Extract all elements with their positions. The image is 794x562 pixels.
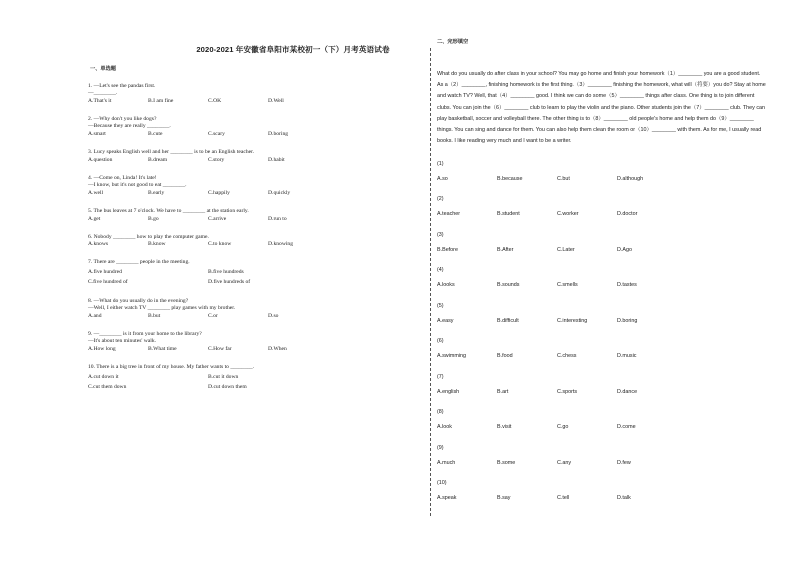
- question-5: [88, 208, 408, 223]
- question-10: [88, 364, 408, 392]
- option-row: [437, 494, 767, 502]
- answer-option: A.english: [437, 388, 460, 395]
- answer-option: B.because: [497, 175, 523, 182]
- answer-option: B.food: [497, 353, 513, 360]
- answer-option: C.but: [557, 175, 570, 182]
- answer-option: D.cut down them: [208, 383, 247, 390]
- cloze-question-number: (1): [437, 160, 444, 167]
- answer-option: C.go: [557, 424, 569, 431]
- cloze-question-6: [437, 338, 767, 360]
- cloze-question-number: (7): [437, 373, 444, 380]
- answer-option: D.boring: [268, 130, 289, 137]
- option-row: [88, 346, 408, 354]
- answer-option: B.art: [497, 388, 509, 395]
- answer-option: B.five hundreds: [208, 269, 244, 275]
- cloze-question-8: [437, 409, 767, 431]
- option-row: [437, 352, 767, 360]
- answer-option: D.habit: [268, 156, 285, 163]
- section-heading-single-choice: 一、单选题: [90, 66, 116, 72]
- right-column: [437, 38, 767, 502]
- answer-option: B.After: [497, 246, 514, 253]
- answer-option: D.tastes: [617, 282, 637, 289]
- answer-option: C.sports: [557, 388, 578, 395]
- cloze-question-1: [437, 161, 767, 183]
- question-stem-line: —I know, but it's not good to eat ________.: [88, 182, 187, 189]
- question-stem-line: 7. There are ________ people in the meeting.: [88, 259, 190, 266]
- question-1: [88, 83, 408, 106]
- answer-option: C.smells: [557, 282, 578, 289]
- answer-option: C.Later: [557, 246, 575, 253]
- answer-option: D.few: [617, 459, 631, 466]
- answer-option: C.arrive: [208, 215, 227, 222]
- question-4: [88, 175, 408, 198]
- cloze-question-number: (2): [437, 196, 444, 203]
- answer-option: D.although: [617, 175, 644, 182]
- answer-option: C.to know: [208, 241, 232, 248]
- answer-option: D.doctor: [617, 211, 638, 218]
- answer-option: C.worker: [557, 211, 579, 218]
- question-stem-line: 5. The bus leaves at 7 o'clock. We have to ________ at the station early.: [88, 208, 249, 215]
- answer-option: A.get: [88, 215, 101, 222]
- question-stem-line: —It's about ten minutes' walk.: [88, 338, 157, 345]
- option-row: [88, 190, 408, 198]
- answer-option: C.cut them down: [88, 383, 127, 390]
- section-heading-cloze: 二、完形填空: [437, 39, 469, 45]
- question-stem-line: 1. —Let's see the pandas first.: [88, 82, 156, 89]
- question-stem-line: —Because they are really ________.: [88, 123, 171, 130]
- cloze-question-4: [437, 267, 767, 289]
- answer-option: A.swimming: [437, 353, 467, 360]
- answer-option: B.know: [148, 241, 166, 248]
- answer-option: B.cut it down: [208, 373, 239, 380]
- question-7: [88, 259, 408, 287]
- single-choice-list: [88, 83, 408, 392]
- cloze-question-number: (5): [437, 302, 444, 309]
- answer-option: C.or: [208, 312, 218, 319]
- answer-option: B.early: [148, 189, 165, 196]
- answer-option: A.That's it: [88, 97, 112, 104]
- answer-option: A.knows: [88, 241, 109, 248]
- option-row: [437, 175, 767, 183]
- question-stem-line: 9. —________ is it from your home to the library?: [88, 330, 202, 337]
- answer-option: C.tell: [557, 495, 570, 502]
- answer-option: C.five hundred of: [88, 279, 128, 285]
- answer-option: C.any: [557, 459, 572, 466]
- answer-option: D.Ago: [617, 246, 632, 253]
- answer-option: A.five hundred: [88, 269, 122, 275]
- cloze-question-2: [437, 196, 767, 218]
- answer-option: B.visit: [497, 424, 512, 431]
- answer-option: A.easy: [437, 317, 454, 324]
- answer-option: C.How far: [208, 345, 232, 352]
- question-9: [88, 331, 408, 354]
- answer-option: A.question: [88, 156, 113, 163]
- answer-option: C.scary: [208, 130, 225, 137]
- option-row: [437, 459, 767, 467]
- option-row: [88, 216, 408, 224]
- answer-option: D.Well: [268, 97, 284, 104]
- left-column: [88, 44, 408, 392]
- cloze-question-number: (9): [437, 444, 444, 451]
- answer-option: D.five hundreds of: [208, 279, 251, 285]
- cloze-question-3: [437, 232, 767, 254]
- answer-option: A.and: [88, 312, 102, 319]
- cloze-question-list: [437, 161, 767, 503]
- answer-option: B.difficult: [497, 317, 519, 324]
- answer-option: D.When: [268, 345, 287, 352]
- column-divider: [430, 48, 431, 516]
- answer-option: B.but: [148, 312, 161, 319]
- answer-option: B.What time: [148, 345, 177, 352]
- question-stem-line: 8. —What do you usually do in the evening?: [88, 297, 189, 304]
- question-stem-line: —________.: [88, 90, 118, 97]
- option-row: [88, 241, 408, 249]
- question-3: [88, 149, 408, 164]
- answer-option: B.student: [497, 211, 520, 218]
- answer-option: A.teacher: [437, 211, 461, 218]
- answer-option: B.cute: [148, 130, 163, 137]
- option-row: [437, 317, 767, 325]
- answer-option: A.speak: [437, 495, 457, 502]
- option-row: [88, 382, 408, 392]
- cloze-question-number: (8): [437, 409, 444, 416]
- answer-option: C.interesting: [557, 317, 588, 324]
- option-row: [437, 423, 767, 431]
- answer-option: B.dream: [148, 156, 168, 163]
- cloze-question-10: [437, 480, 767, 502]
- question-stem-line: —Well, I either watch TV ________ play games with my brother.: [88, 305, 236, 312]
- question-6: [88, 234, 408, 249]
- answer-option: B.I am fine: [148, 97, 174, 104]
- option-row: [437, 281, 767, 289]
- answer-option: D.music: [617, 353, 637, 360]
- answer-option: A.looks: [437, 282, 455, 289]
- cloze-question-number: (4): [437, 267, 444, 274]
- question-8: [88, 298, 408, 321]
- option-row: [437, 246, 767, 254]
- cloze-question-7: [437, 374, 767, 396]
- option-row: [88, 98, 408, 106]
- question-stem-line: 10. There is a big tree in front of my house. My father wants to ________.: [88, 364, 255, 371]
- option-row: [437, 388, 767, 396]
- question-stem-line: 3. Lucy speaks English well and her ________ is to be an English teacher.: [88, 149, 255, 156]
- answer-option: B.go: [148, 215, 159, 222]
- cloze-question-number: (6): [437, 338, 444, 345]
- answer-option: D.so: [268, 312, 279, 319]
- option-row: [88, 267, 408, 277]
- option-row: [437, 210, 767, 218]
- answer-option: A.smart: [88, 130, 106, 137]
- answer-option: B.Before: [437, 246, 458, 253]
- answer-option: D.knowing: [268, 241, 294, 248]
- answer-option: C.happily: [208, 189, 230, 196]
- answer-option: A.look: [437, 424, 452, 431]
- question-stem-line: 6. Nobody ________ how to play the computer game.: [88, 233, 209, 240]
- answer-option: A.much: [437, 459, 456, 466]
- question-stem-line: 4. —Come on, Linda! It's late!: [88, 174, 157, 181]
- answer-option: B.sounds: [497, 282, 520, 289]
- option-row: [88, 372, 408, 382]
- question-2: [88, 116, 408, 139]
- option-row: [88, 313, 408, 321]
- answer-option: A.cut down it: [88, 373, 119, 380]
- answer-option: D.talk: [617, 495, 631, 502]
- answer-option: A.well: [88, 189, 104, 196]
- answer-option: D.come: [617, 424, 636, 431]
- cloze-question-9: [437, 445, 767, 467]
- answer-option: B.say: [497, 495, 511, 502]
- cloze-passage: What do you usually do after class in your school? You may go home and finish your homework（1）________ you are a good student. As a（2）________, finishing homework is the first thing.（3）________ finishing the homework, what will（将要）you do? Stay at home and watch TV? Well, that（4）________ good. I think we can do some（5）________ things after class. One thing is to join different clubs. You can join the（6）________ club to learn to play the violin and the piano. Other students join the（7）________ club. They can play basketball, soccer and volleyball there. The other thing is to（8）________ old people's home and help them do（9）________ things. You can sing and dance for them. You can also help them clean the room or（10）________ with them. As for me, I usually read books. I like reading very much and I want to be a writer.: [437, 71, 766, 145]
- question-stem-line: 2. —Why don't you like dogs?: [88, 115, 157, 122]
- cloze-question-number: (3): [437, 231, 444, 238]
- answer-option: C.story: [208, 156, 225, 163]
- cloze-question-5: [437, 303, 767, 325]
- answer-option: D.run to: [268, 215, 287, 222]
- answer-option: D.dance: [617, 388, 638, 395]
- answer-option: A.so: [437, 175, 448, 182]
- option-row: [88, 277, 408, 287]
- answer-option: D.quickly: [268, 189, 291, 196]
- cloze-question-number: (10): [437, 480, 447, 487]
- exam-title: 2020-2021 年安徽省阜阳市某校初一（下）月考英语试卷: [196, 45, 390, 54]
- answer-option: D.boring: [617, 317, 638, 324]
- option-row: [88, 157, 408, 165]
- answer-option: B.some: [497, 459, 516, 466]
- answer-option: C.chess: [557, 353, 577, 360]
- answer-option: C.OK: [208, 97, 222, 104]
- option-row: [88, 131, 408, 139]
- answer-option: A.How long: [88, 345, 116, 352]
